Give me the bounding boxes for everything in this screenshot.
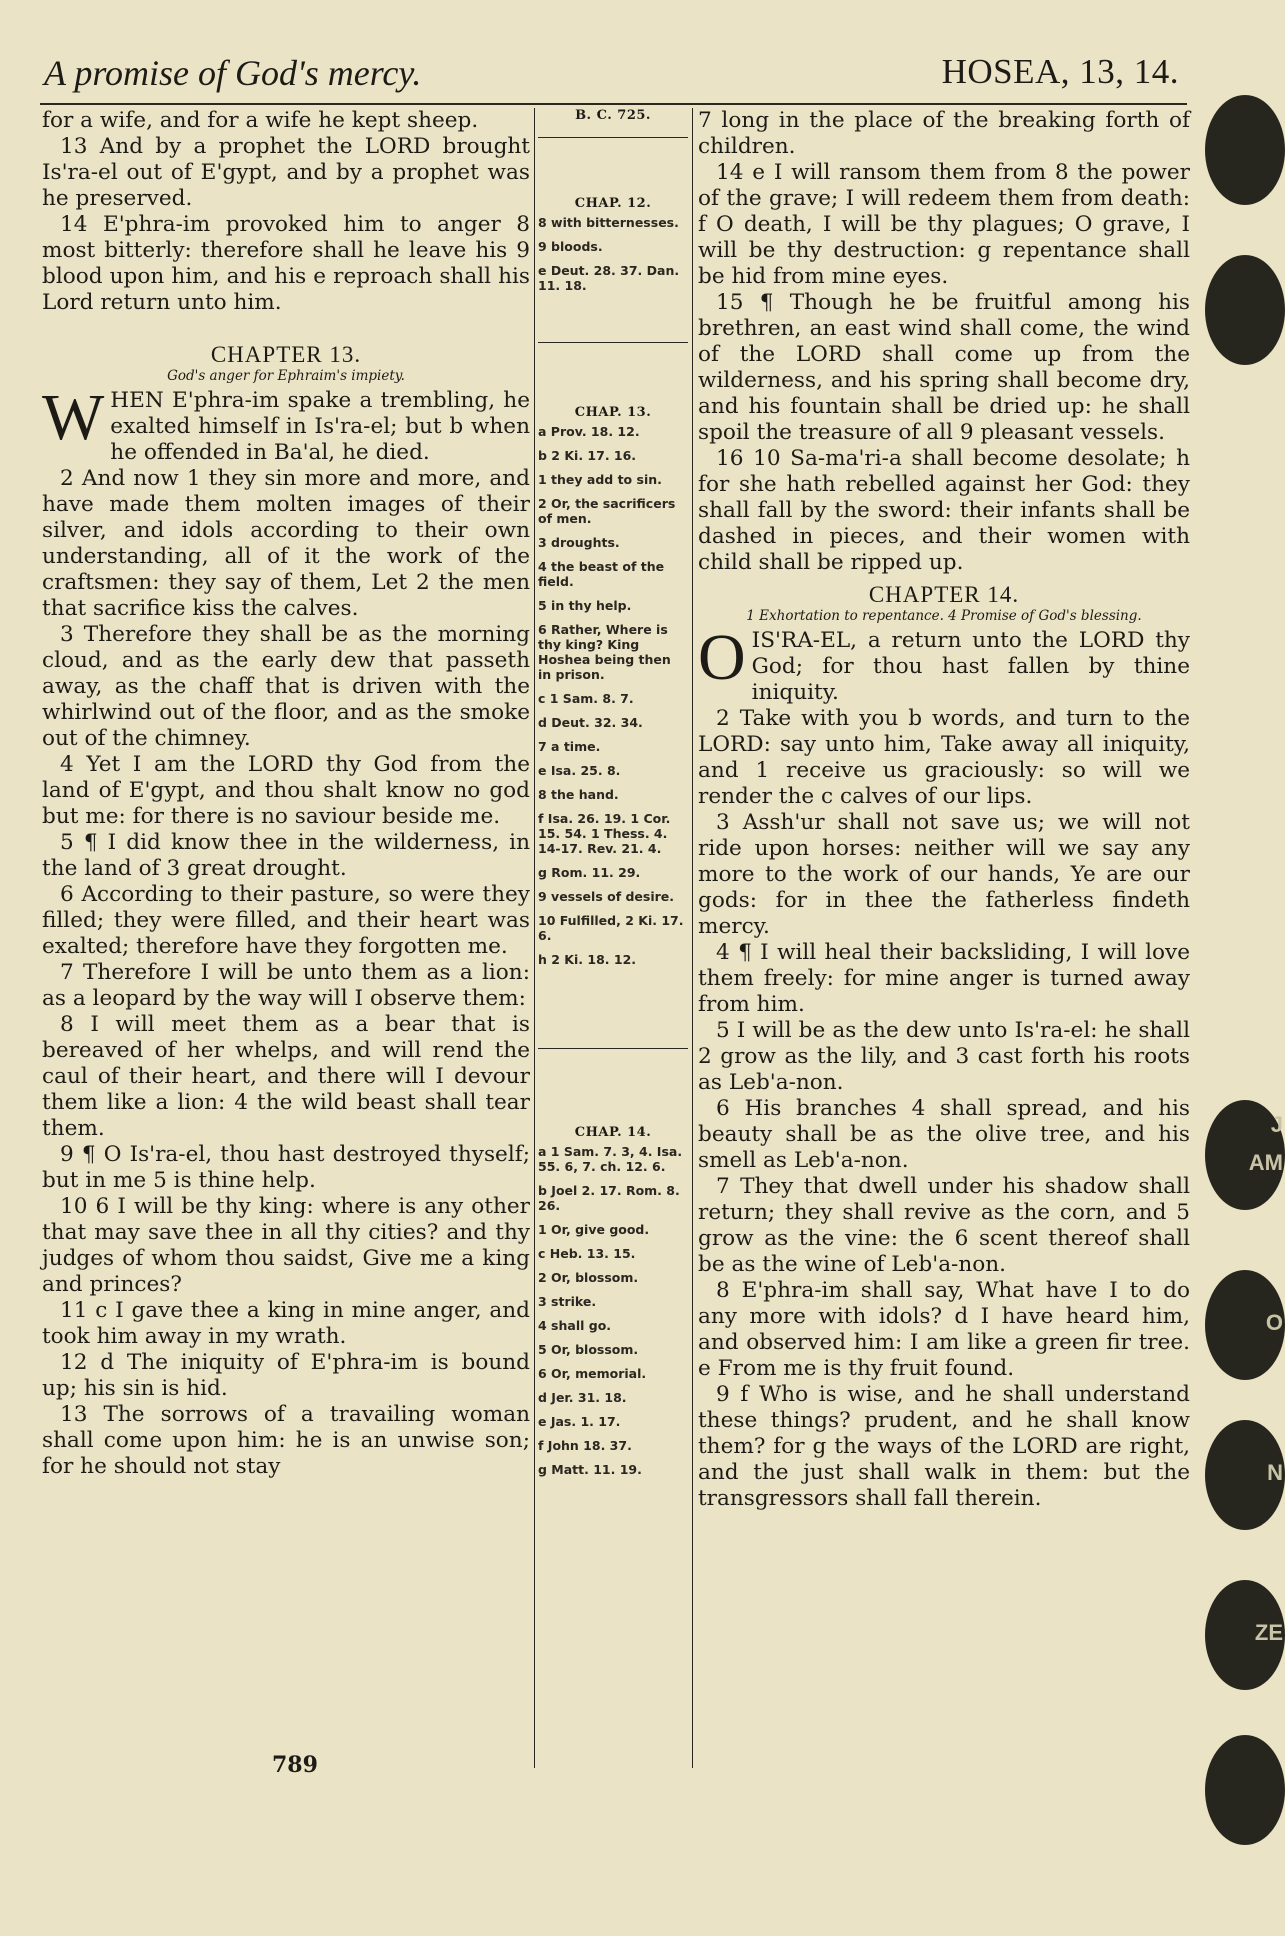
reference-note: d Jer. 31. 18.: [538, 1390, 627, 1405]
reference-note: 4 shall go.: [538, 1318, 612, 1333]
reference-rule: [538, 1048, 688, 1049]
left-text-column: [42, 108, 530, 1480]
reference-note: d Deut. 32. 34.: [538, 715, 643, 730]
reference-note: e Jas. 1. 17.: [538, 1414, 621, 1429]
chapter-13-summary: God's anger for Ephraim's impiety.: [167, 368, 405, 384]
thumb-tab[interactable]: [1205, 1580, 1285, 1690]
reference-note: 2 Or, the sacrificers of men.: [538, 496, 676, 526]
verse-text: 8 E'phra-im shall say, What have I to do any more with idols? d I have heard him, and observed him: I am like a green fir tree. e From me is thy fruit found.: [698, 1278, 1190, 1381]
reference-note: 2 Or, blossom.: [538, 1270, 639, 1285]
center-reference-column: [538, 108, 688, 1486]
reference-note: c Heb. 13. 15.: [538, 1246, 636, 1261]
reference-note: e Isa. 25. 8.: [538, 763, 621, 778]
reference-note: 4 the beast of the field.: [538, 559, 665, 589]
reference-rule: [538, 342, 688, 343]
reference-note: b 2 Ki. 17. 16.: [538, 448, 637, 463]
verse-text: 3 Assh'ur shall not save us; we will not ride upon horses: neither will we say any more to the work of our hands, Ye are our gods: for in thee the fatherless findeth mercy.: [698, 810, 1190, 939]
verse-text: 3 Therefore they shall be as the morning cloud, and as the early dew that passeth away, as the chaff that is driven with the whirlwind out of the floor, and as the smoke out of the chimney.: [42, 622, 530, 751]
thumb-tab[interactable]: [1205, 1270, 1285, 1380]
thumb-tab-label: J: [1270, 1112, 1283, 1137]
thumb-tab[interactable]: [1205, 1420, 1285, 1530]
verse-text: 16 10 Sa-ma'ri-a shall become desolate; h for she hath rebelled against her God: they shall fall by the sword: their infants shall be dashed in pieces, and their women with child shall be ripped up.: [698, 446, 1190, 575]
column-divider-left: [534, 108, 535, 1768]
verse-text: 7 They that dwell under his shadow shall return; they shall revive as the corn, and 5 grow as the vine: the 6 scent thereof shall be as the wine of Leb'a-non.: [698, 1174, 1190, 1277]
verse-text: 7 long in the place of the breaking forth of children.: [698, 108, 1190, 159]
chap-12-ref-head: CHAP. 12.: [574, 196, 652, 211]
reference-note: 6 Rather, Where is thy king? King Hoshea being then in prison.: [538, 622, 671, 682]
verse-text: 13 And by a prophet the LORD brought Is'ra-el out of E'gypt, and by a prophet was he preserved.: [42, 134, 530, 211]
chap-14-notes: [538, 1144, 688, 1477]
reference-note: 3 strike.: [538, 1294, 597, 1309]
reference-note: 8 with bitternesses.: [538, 215, 679, 230]
column-divider-right: [692, 108, 693, 1768]
chap-14-ref-head: CHAP. 14.: [574, 1125, 652, 1140]
verse-text: 5 I will be as the dew unto Is'ra-el: he shall 2 grow as the lily, and 3 cast forth his roots as Leb'a-non.: [698, 1018, 1190, 1095]
reference-note: 8 the hand.: [538, 787, 619, 802]
verse-text: 2 Take with you b words, and turn to the LORD: say unto him, Take away all iniquity, and 1 receive us graciously: so will we render the c calves of our lips.: [698, 706, 1190, 809]
chapter-14-summary: 1 Exhortation to repentance. 4 Promise of God's blessing.: [746, 608, 1142, 624]
verse-text: 15 ¶ Though he be fruitful among his brethren, an east wind shall come, the wind of the LORD shall come up from the wilderness, and his spring shall become dry, and his fountain shall be dried up: he shall spoil the treasure of all 9 pleasant vessels.: [698, 290, 1190, 445]
verse-text: 11 c I gave thee a king in mine anger, and took him away in my wrath.: [42, 1298, 530, 1349]
page-number: 789: [272, 1752, 318, 1778]
chapter-14-title: CHAPTER 14.: [868, 582, 1020, 607]
chapter-13-verse-1: [42, 381, 530, 466]
reference-note: c 1 Sam. 8. 7.: [538, 691, 634, 706]
reference-note: 1 Or, give good.: [538, 1222, 650, 1237]
chapter-14-verse-1: [698, 621, 1190, 706]
verse-text: 10 6 I will be thy king: where is any other that may save thee in all thy cities? and thy judges of whom thou saidst, Give me a king and princes?: [42, 1194, 530, 1297]
verse-text: 9 f Who is wise, and he shall understand these things? prudent, and he shall know them? for g the ways of the LORD are right, and the just shall walk in them: but the transgressors shall fall therein.: [698, 1382, 1190, 1511]
reference-note: g Rom. 11. 29.: [538, 865, 641, 880]
reference-note: f John 18. 37.: [538, 1438, 632, 1453]
verse-text: 4 Yet I am the LORD thy God from the land of E'gypt, and thou shalt know no god but me: for there is no saviour beside me.: [42, 752, 530, 829]
reference-note: 9 vessels of desire.: [538, 889, 675, 904]
verse-text: 7 Therefore I will be unto them as a lion: as a leopard by the way will I observe them:: [42, 960, 530, 1011]
reference-note: b Joel 2. 17. Rom. 8. 26.: [538, 1183, 680, 1213]
thumb-tab[interactable]: [1205, 255, 1285, 365]
thumb-tab-label: ZE: [1254, 1620, 1283, 1645]
reference-note: 6 Or, memorial.: [538, 1366, 647, 1381]
verse-text: 9 ¶ O Is'ra-el, thou hast destroyed thyself; but in me 5 is thine help.: [42, 1142, 530, 1193]
verse-text: 8 I will meet them as a bear that is bereaved of her whelps, and will rend the caul of their heart, and there will I devour them like a lion: 4 the wild beast shall tear them.: [42, 1012, 530, 1141]
reference-note: f Isa. 26. 19. 1 Cor. 15. 54. 1 Thess. 4. 14-17. Rev. 21. 4.: [538, 811, 671, 856]
date-note: B. C. 725.: [575, 108, 651, 123]
reference-note: h 2 Ki. 18. 12.: [538, 952, 637, 967]
reference-note: 5 Or, blossom.: [538, 1342, 639, 1357]
reference-note: 7 a time.: [538, 739, 601, 754]
reference-note: 5 in thy help.: [538, 598, 632, 613]
thumb-tab[interactable]: [1205, 1735, 1285, 1845]
reference-note: a 1 Sam. 7. 3, 4. Isa. 55. 6, 7. ch. 12. 6.: [538, 1144, 683, 1174]
reference-note: e Deut. 28. 37. Dan. 11. 18.: [538, 263, 680, 293]
thumb-tab-label: AM: [1248, 1150, 1283, 1175]
right-text-column: [698, 108, 1190, 1512]
verse-text: 6 According to their pasture, so were they filled; they were filled, and their heart was exalted; therefore have they forgotten me.: [42, 882, 530, 959]
drop-cap: O: [698, 621, 746, 694]
chapter-13-title: CHAPTER 13.: [210, 342, 362, 367]
verse-text: 2 And now 1 they sin more and more, and have made them molten images of their silver, and idols according to their own understanding, all of it the work of the craftsmen: they say of them, Let 2 the men that sacrifice kiss the calves.: [42, 466, 530, 621]
verse-text: IS'RA-EL, a return unto the LORD thy God; for thou hast fallen by thine iniquity.: [751, 628, 1190, 705]
running-head-left: A promise of God's mercy.: [44, 53, 422, 93]
reference-note: 10 Fulfilled, 2 Ki. 17. 6.: [538, 913, 684, 943]
thumb-tab[interactable]: [1205, 95, 1285, 205]
verse-text: 13 The sorrows of a travailing woman shall come upon him: he is an unwise son; for he should not stay: [42, 1402, 530, 1479]
chap-13-notes: [538, 424, 688, 967]
verse-text: 14 e I will ransom them from 8 the power of the grave; I will redeem them from death: f O death, I will be thy plagues; O grave, I will be thy destruction: g repentance shall be hid from mine eyes.: [698, 160, 1190, 289]
chap-13-ref-head: CHAP. 13.: [574, 405, 652, 420]
reference-rule: [538, 137, 688, 138]
drop-cap: W: [42, 381, 105, 454]
reference-note: 9 bloods.: [538, 239, 603, 254]
reference-note: 1 they add to sin.: [538, 472, 662, 487]
verse-text: 6 His branches 4 shall spread, and his beauty shall be as the olive tree, and his smell as Leb'a-non.: [698, 1096, 1190, 1173]
verse-text: 5 ¶ I did know thee in the wilderness, in the land of 3 great drought.: [42, 830, 530, 881]
thumb-tab-label: N: [1267, 1460, 1283, 1485]
running-head-right: HOSEA, 13, 14.: [941, 52, 1179, 91]
verse-text: for a wife, and for a wife he kept sheep.: [42, 108, 479, 133]
verse-text: HEN E'phra-im spake a trembling, he exalted himself in Is'ra-el; but b when he offended in Ba'al, he died.: [110, 388, 530, 465]
verse-text: 4 ¶ I will heal their backsliding, I will love them freely: for mine anger is turned away from him.: [698, 940, 1190, 1017]
verse-text: 12 d The iniquity of E'phra-im is bound up; his sin is hid.: [42, 1350, 530, 1401]
reference-note: g Matt. 11. 19.: [538, 1462, 642, 1477]
header-rule: [40, 103, 1187, 105]
thumb-tab[interactable]: [1205, 1100, 1285, 1210]
reference-note: 3 droughts.: [538, 535, 620, 550]
reference-note: a Prov. 18. 12.: [538, 424, 640, 439]
chap-12-notes: [538, 215, 688, 293]
verse-text: 14 E'phra-im provoked him to anger 8 most bitterly: therefore shall he leave his 9 blood upon him, and his e reproach shall his Lord return unto him.: [42, 212, 530, 315]
thumb-tab-label: O: [1265, 1310, 1283, 1335]
